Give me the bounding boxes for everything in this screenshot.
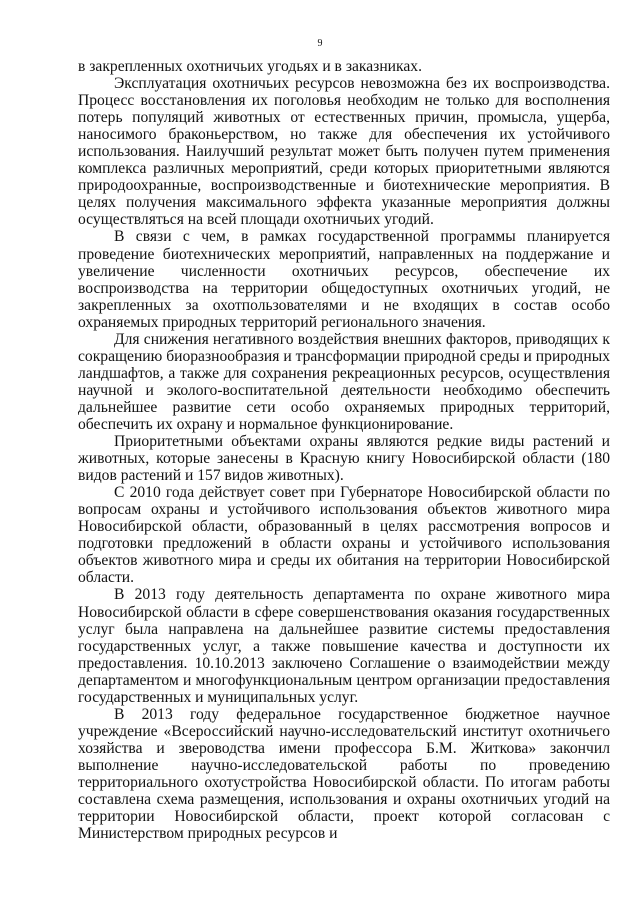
paragraph: С 2010 года действует совет при Губернаторе Новосибирской области по вопросам охраны и устойчивого использования объектов животного мира Новосибирской области, образованный в целях рассмотрения вопросов и подготовки предложений в области охраны и устойчивого использования объектов животного мира и среды их обитания на территории Новосибирской области. bbox=[78, 484, 610, 587]
paragraph: в закрепленных охотничьих угодьях и в заказниках. bbox=[78, 58, 422, 75]
paragraph: Приоритетными объектами охраны являются редкие виды растений и животных, которые занесены в Красную книгу Новосибирской области (180 видов растений и 157 видов животных). bbox=[78, 433, 610, 485]
page-number: 9 bbox=[317, 38, 323, 49]
paragraph: В 2013 году деятельность департамента по охране животного мира Новосибирской области в сфере совершенствования оказания государственных услуг была направлена на дальнейшее развитие системы предоставления государственных услуг, а также повышение качества и доступности их предоставления. 10.10.2013 заключено Соглашение о взаимодействии между департаментом и многофункциональным центром организации предоставления государственных и муниципальных услуг. bbox=[78, 586, 610, 706]
body-text bbox=[78, 58, 610, 842]
paragraph: В 2013 году федеральное государственное бюджетное научное учреждение «Всероссийский научно-исследовательский институт охотничьего хозяйства и звероводства имени профессора Б.М. Житкова» закончил выполнение научно-исследовательской работы по проведению территориального охотустройства Новосибирской области. По итогам работы составлена схема размещения, использования и охраны охотничьих угодий на территории Новосибирской области, проект которой согласован с Министерством природных ресурсов и bbox=[78, 705, 610, 843]
paragraph: В связи с чем, в рамках государственной программы планируется проведение биотехнических мероприятий, направленных на поддержание и увеличение численности охотничьих ресурсов, обеспечение их воспроизводства на территории общедоступных охотничьих угодий, не закрепленных за охотпользователями и не входящих в состав особо охраняемых природных территорий регионального значения. bbox=[78, 228, 610, 331]
paragraph: Эксплуатация охотничьих ресурсов невозможна без их воспроизводства. Процесс восстановления их поголовья необходим не только для восполнения потерь популяций животных от естественных причин, промысла, ущерба, наносимого браконьерством, но также для обеспечения их устойчивого использования. Наилучший результат может быть получен путем применения комплекса различных мероприятий, среди которых приоритетными являются природоохранные, воспроизводственные и биотехнические мероприятия. В целях получения максимального эффекта указанные мероприятия должны осуществляться на всей площади охотничьих угодий. bbox=[78, 75, 610, 229]
paragraph: Для снижения негативного воздействия внешних факторов, приводящих к сокращению биоразнообразия и трансформации природной среды и природных ландшафтов, а также для сохранения рекреационных ресурсов, осуществления научной и эколого-воспитательной деятельности необходимо обеспечить дальнейшее развитие сети особо охраняемых природных территорий, обеспечить их охрану и нормальное функционирование. bbox=[78, 330, 610, 433]
